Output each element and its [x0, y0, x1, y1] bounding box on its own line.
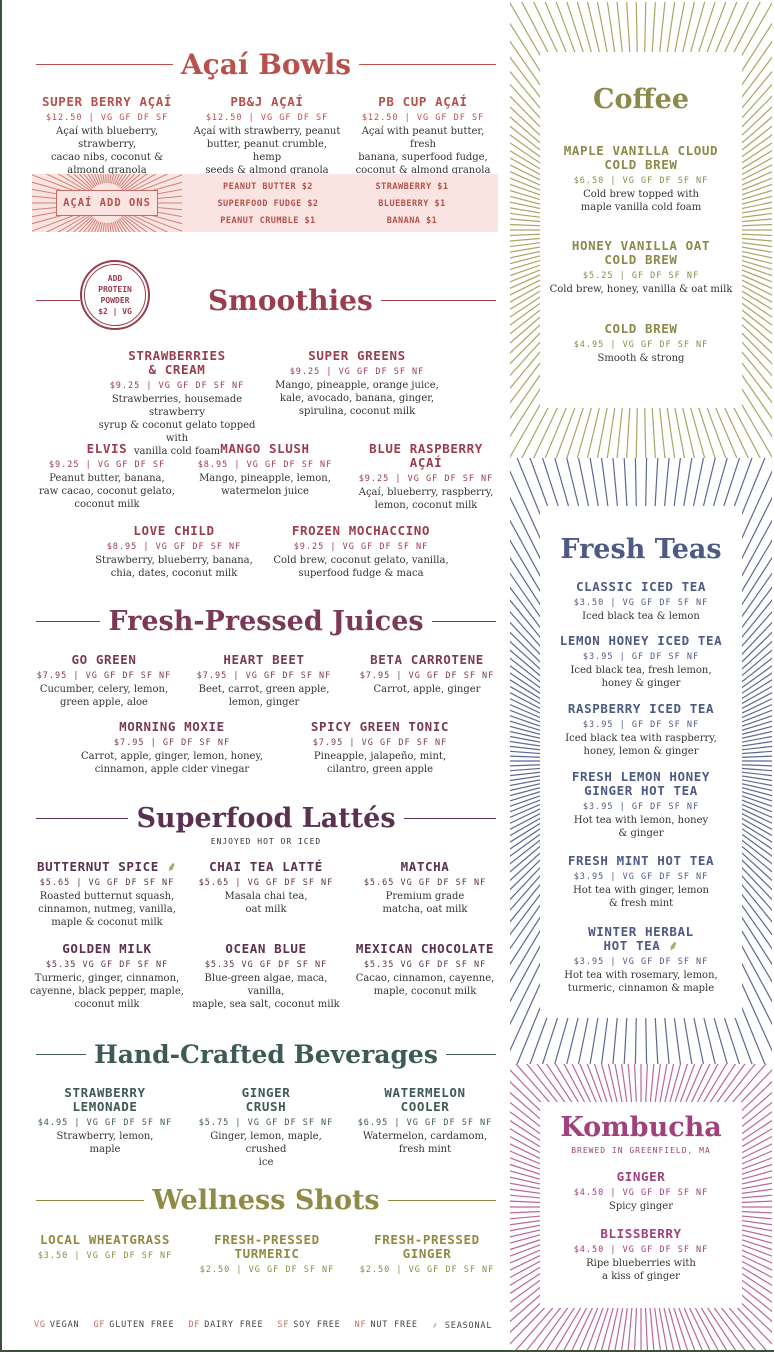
menu-item-turmeric-shot: FRESH-PRESSED TURMERIC $2.50 | VG GF DF SF NF: [199, 1232, 335, 1275]
addons-label-box: [32, 174, 182, 232]
kombucha-subtitle: BREWED IN GREENFIELD, MA: [571, 1146, 711, 1155]
wheat-leaf-icon: ⸙: [167, 859, 177, 874]
lattes-subtitle: ENJOYED HOT OR ICED: [210, 837, 322, 846]
lattes-title: Superfood Lattés: [136, 803, 396, 834]
menu-item-ginger-crush: GINGER CRUSH $5.75 | VG GF DF SF NF Ginger, lemon, maple, crushed ice: [198, 1085, 334, 1168]
addon-option: PEANUT BUTTER $2: [223, 182, 313, 192]
menu-item-lemon-honey-iced-tea: LEMON HONEY ICED TEA $3.95 | GF DF SF NF Iced black tea, fresh lemon, honey & ginger: [559, 633, 723, 689]
menu-item-super-greens: SUPER GREENS $9.25 | VG GF DF SF NF Mango, pineapple, orange juice, kale, avocado, banana, ginger, spirulina, coconut milk: [275, 348, 439, 417]
menu-item-mexican-chocolate: MEXICAN CHOCOLATE $5.35 VG GF DF SF NF Cacao, cinnamon, cayenne, maple, coconut milk: [355, 941, 495, 997]
acai-heading: [36, 48, 496, 81]
menu-item-strawberry-lemonade: STRAWBERRY LEMONADE $4.95 | VG GF DF SF NF Strawberry, lemon, maple: [37, 1085, 173, 1155]
legend-item: ⸙ SEASONAL: [431, 1321, 493, 1331]
menu-item-matcha: MATCHA $5.65 VG GF DF SF NF Premium grade matcha, oat milk: [363, 859, 487, 915]
addon-option: SUPERFOOD FUDGE $2: [217, 199, 319, 209]
menu-item-maple-vanilla-cold-brew: MAPLE VANILLA CLOUD COLD BREW $6.50 | VG GF DF SF NF Cold brew topped with maple vanilla cold foam: [563, 143, 719, 213]
menu-item-watermelon-cooler: WATERMELON COOLER $6.95 | VG GF DF SF NF Watermelon, cardamom, fresh mint: [357, 1085, 493, 1155]
menu-item-morning-moxie: MORNING MOXIE $7.95 | GF DF SF NF Carrot, apple, ginger, lemon, honey, cinnamon, apple cider vinegar: [81, 719, 263, 775]
addons-label: AÇAÍ ADD ONS: [56, 190, 158, 216]
smoothies-title: Smoothies: [208, 284, 373, 317]
diet-legend: [34, 1320, 492, 1331]
item-price-diet: $12.50 | VG GF DF SF: [205, 113, 329, 123]
item-name: SUPER BERRY AÇAÍ: [41, 94, 172, 109]
legend-item: NF NUT FREE: [354, 1320, 418, 1330]
menu-item-elvis: ELVIS $9.25 | VG GF DF SF Peanut butter, banana, raw cacao, coconut gelato, coconut milk: [38, 441, 175, 510]
menu-item-butternut-spice: BUTTERNUT SPICE ⸙ $5.65 | VG GF DF SF NF Roasted butternut squash, cinnamon, nutmeg, vanilla, maple & coconut milk: [36, 859, 177, 928]
hand-title: Hand-Crafted Beverages: [94, 1040, 438, 1069]
wellness-heading: [36, 1185, 496, 1216]
wheat-leaf-icon: ⸙: [668, 938, 679, 953]
menu-item-super-berry: SUPER BERRY AÇAÍ $12.50 | VG GF DF SF Açaí with blueberry, strawberry, cacao nibs, coconut & almond granola: [32, 95, 182, 177]
menu-item-pb-cup: PB CUP AÇAÍ $12.50 | VG GF DF SF Açaí with peanut butter, fresh banana, superfood fudge, coconut & almond granola: [348, 95, 498, 177]
item-price-diet: $12.50 | VG GF DF SF: [361, 113, 485, 123]
menu-item-ocean-blue: OCEAN BLUE $5.35 VG GF DF SF NF Blue-green algae, maca, vanilla, maple, sea salt, coconut milk: [192, 941, 340, 1010]
lattes-heading: [36, 803, 496, 834]
smoothies-heading: [36, 284, 496, 317]
coffee-title: Coffee: [592, 84, 690, 115]
kombucha-title: Kombucha: [560, 1112, 722, 1143]
menu-item-golden-milk: GOLDEN MILK $5.35 VG GF DF SF NF Turmeric, ginger, cinnamon, cayenne, black pepper, maple, coconut milk: [30, 941, 184, 1010]
addon-option: BANANA $1: [386, 216, 438, 226]
legend-item: SF SOY FREE: [277, 1320, 341, 1330]
addon-option: BLUEBERRY $1: [378, 199, 446, 209]
wellness-title: Wellness Shots: [152, 1185, 380, 1216]
menu-item-pbj: PB&J AÇAÍ $12.50 | VG GF DF SF Açaí with strawberry, peanut butter, peanut crumble, hemp seeds & almond granola: [193, 94, 341, 176]
menu-item-kombucha-ginger: GINGER $4.50 | VG GF DF SF NF Spicy ginger: [573, 1169, 709, 1212]
teas-title: Fresh Teas: [560, 534, 722, 565]
juices-title: Fresh-Pressed Juices: [108, 606, 424, 637]
menu-item-chai-tea-latte: CHAI TEA LATTÉ $5.65 | VG GF DF SF NF Masala chai tea, oat milk: [198, 859, 334, 915]
menu-item-mango-slush: MANGO SLUSH $8.95 | VG GF DF SF NF Mango, pineapple, lemon, watermelon juice: [197, 441, 333, 497]
menu-item-fresh-mint-hot-tea: FRESH MINT HOT TEA $3.95 | VG GF DF SF NF Hot tea with ginger, lemon & fresh mint: [567, 853, 715, 909]
acai-addons-box: [32, 174, 498, 232]
acai-title: Açaí Bowls: [180, 48, 352, 81]
menu-item-wheatgrass: LOCAL WHEATGRASS $3.50 | VG GF DF SF NF: [37, 1232, 173, 1261]
menu-item-go-green: GO GREEN $7.95 | VG GF DF SF NF Cucumber, celery, lemon, green apple, aloe: [36, 652, 172, 708]
menu-item-blue-raspberry: BLUE RASPBERRY AÇAÍ $9.25 | VG GF DF SF NF Açaí, blueberry, raspberry, lemon, coconut milk: [358, 441, 494, 511]
addon-option: PEANUT CRUMBLE $1: [220, 216, 316, 226]
item-name: PB&J AÇAÍ: [230, 94, 304, 109]
menu-item-lemon-honey-ginger-hot-tea: FRESH LEMON HONEY GINGER HOT TEA $3.95 | GF DF SF NF Hot tea with lemon, honey & ginger: [571, 769, 711, 839]
menu-item-honey-vanilla-oat: HONEY VANILLA OAT COLD BREW $5.25 | GF DF SF NF Cold brew, honey, vanilla & oat milk: [549, 238, 733, 295]
menu-item-spicy-green-tonic: SPICY GREEN TONIC $7.95 | VG GF DF SF NF Pineapple, jalapeño, mint, cilantro, green apple: [310, 719, 450, 775]
menu-item-cold-brew: COLD BREW $4.95 | VG GF DF SF NF Smooth & strong: [573, 321, 709, 364]
coffee-panel: [510, 2, 772, 458]
kombucha-panel: [510, 1064, 772, 1350]
menu-item-winter-herbal-hot-tea: WINTER HERBAL HOT TEA ⸙ $3.95 | VG GF DF SF NF Hot tea with rosemary, lemon, turmeric, cinnamon & maple: [564, 924, 718, 994]
menu-item-strawberries-cream: STRAWBERRIES & CREAM $9.25 | VG GF DF SF NF Strawberries, housemade strawberry syrup & coconut gelato topped with vanilla cold foam: [98, 348, 256, 457]
hand-heading: [36, 1040, 496, 1069]
item-price-diet: $12.50 | VG GF DF SF: [45, 113, 169, 123]
menu-item-kombucha-blissberry: BLISSBERRY $4.50 | VG GF DF SF NF Ripe blueberries with a kiss of ginger: [573, 1226, 709, 1282]
menu-item-love-child: LOVE CHILD $8.95 | VG GF DF SF NF Strawberry, blueberry, banana, chia, dates, coconut milk: [95, 523, 253, 579]
wheat-leaf-icon: ⸙: [431, 1321, 439, 1331]
legend-item: DF DAIRY FREE: [188, 1320, 264, 1330]
teas-panel: [510, 458, 772, 1064]
menu-item-raspberry-iced-tea: RASPBERRY ICED TEA $3.95 | GF DF SF NF Iced black tea with raspberry, honey, lemon & ginger: [565, 701, 717, 757]
menu-item-beta-carrotene: BETA CARROTENE $7.95 | VG GF DF SF NF Carrot, apple, ginger: [359, 652, 495, 695]
addon-option: STRAWBERRY $1: [375, 182, 449, 192]
menu-item-heart-beet: HEART BEET $7.95 | VG GF DF SF NF Beet, carrot, green apple, lemon, ginger: [196, 652, 332, 708]
menu-item-classic-iced-tea: CLASSIC ICED TEA $3.50 | VG GF DF SF NF Iced black tea & lemon: [573, 579, 709, 622]
legend-item: GF GLUTEN FREE: [93, 1320, 175, 1330]
protein-powder-badge: ADD PROTEIN POWDER $2 | VG: [80, 260, 150, 330]
menu-item-frozen-mochaccino: FROZEN MOCHACCINO $9.25 | VG GF DF SF NF Cold brew, coconut gelato, vanilla, superfood fudge & maca: [273, 523, 449, 579]
legend-item: VG VEGAN: [34, 1320, 80, 1330]
juices-heading: [36, 606, 496, 637]
menu-item-ginger-shot: FRESH-PRESSED GINGER $2.50 | VG GF DF SF NF: [359, 1232, 495, 1275]
item-name: PB CUP AÇAÍ: [378, 94, 468, 109]
